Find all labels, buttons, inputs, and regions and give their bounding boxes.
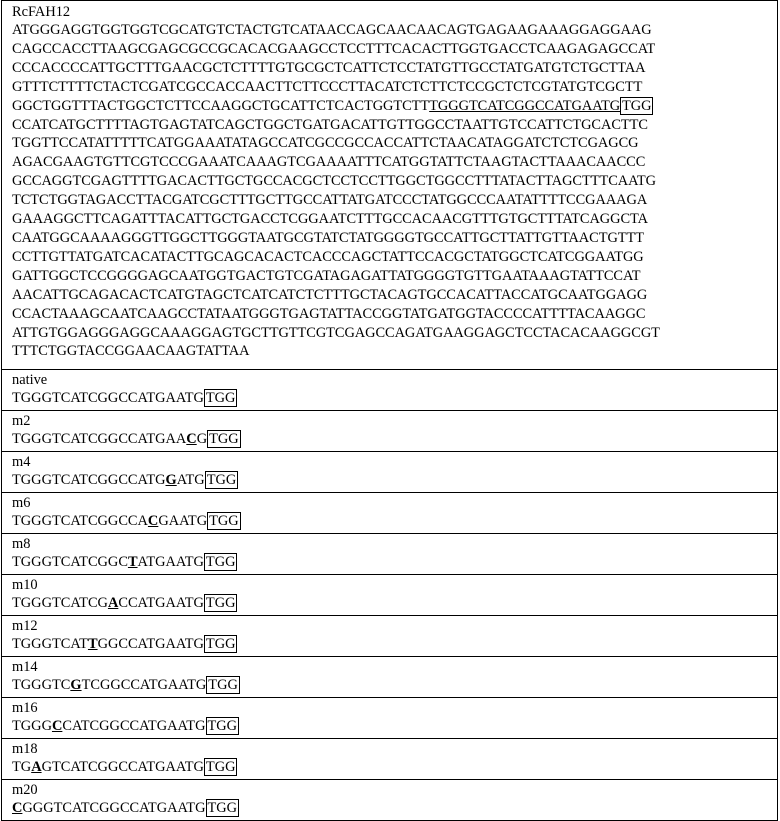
sequence-line: TGGTTCCATATTTTTCATGGAAATATAGCCATCGCCGCCACCATTCTAACATAGGATCTCTCGAGCG [12, 135, 639, 152]
mutant-row [2, 574, 777, 615]
seq-post: GTCATCGGCCATGAATG [41, 759, 204, 775]
sequence-line-with-target [12, 97, 777, 116]
pam-box: TGG [205, 554, 236, 570]
seq-pre: TG [12, 759, 32, 775]
mutant-label: m12 [12, 618, 38, 634]
seq-post: GGGTCATCGGCCATGAATG [22, 800, 206, 816]
sequence-line: CCCACCCCATTGCTTTGAACGCTCTTTTGTGCGCTCATTCTCCTATGTTGCCTATGATGTCTGCTTAA [12, 59, 646, 76]
gene-sequence-cell [2, 1, 777, 369]
mutated-base: C [186, 431, 197, 447]
seq-pre: TGGGTCATCGGCCATG [12, 472, 166, 488]
seq-pre: TGGG [12, 718, 52, 734]
seq-post: ATGAATG [137, 554, 204, 570]
pam-box: TGG [207, 718, 238, 734]
mutated-base: A [107, 595, 119, 611]
seq-post: TCGGCCATGAATG [81, 677, 207, 693]
pam-box: TGG [207, 800, 238, 816]
mutated-base: G [165, 472, 177, 488]
mutant-row [2, 533, 777, 574]
mutant-row [2, 369, 777, 410]
mutant-label: m8 [12, 536, 31, 552]
mutant-row [2, 779, 777, 820]
seq-post: CATCGGCCATGAATG [62, 718, 206, 734]
mutant-label: m20 [12, 782, 38, 798]
sequence-line: GTTTCTTTTCTACTCGATCGCCACCAACTTCTTCCCTTACATCTCTTCTCCGCTCTCGTATGTCGCTT [12, 78, 643, 95]
mutated-base: C [12, 800, 23, 816]
pam-box: TGG [205, 595, 236, 611]
sequence-line: AGACGAAGTGTTCGTCCCGAAATCAAAGTCGAAAATTTCATGGTATTCTAAGTACTTAAACAACCC [12, 154, 646, 171]
seq-pre: TGGGTC [12, 677, 71, 693]
mutant-label: native [12, 372, 48, 388]
pam-box: TGG [208, 677, 238, 693]
mutant-label: m14 [12, 659, 38, 675]
mutant-sequence [12, 430, 777, 449]
mutant-row [2, 738, 777, 779]
pam-box: TGG [206, 472, 237, 488]
mutated-base: C [147, 513, 159, 529]
pam-box: TGG [205, 636, 236, 652]
target-site: TGGGTCATCGGCCATGAATG [429, 97, 621, 114]
mutant-sequence [12, 553, 777, 572]
seq-post: G [196, 431, 208, 447]
mutant-row [2, 410, 777, 451]
sequence-segment: GGCTGGTTTACTGGCTCTTCCAAGGCTGCATTCTCACTGGTCTT [12, 97, 430, 114]
gene-name: RcFAH12 [12, 4, 71, 20]
pam-box: TGG [205, 390, 236, 406]
seq-pre: TGGGTCATCGGC [12, 554, 128, 570]
mutant-sequence [12, 635, 777, 654]
seq-pre: TGGGTCATCGGCCA [12, 513, 148, 529]
sequence-line: CCTTGTTATGATCACATACTTGCAGCACACTCACCCAGCTATTCCACGCTATGGCTCATCGGAATGG [12, 248, 644, 265]
sequence-line: GATTGGCTCCGGGGAGCAATGGTGACTGTCGATAGAGATTATGGGGTGTTGAATAAAGTATTCCAT [12, 267, 641, 284]
mutant-label: m18 [12, 741, 38, 757]
mutated-base: A [31, 759, 42, 775]
mutant-sequence [12, 799, 777, 818]
sequence-line: CCATCATGCTTTTAGTGAGTATCAGCTGGCTGATGACATTGTTGGCCTAATTGTCCATTCTGCACTTC [12, 116, 648, 133]
seq-pre: TGGGTCATCG [12, 595, 108, 611]
sequence-table [1, 0, 778, 821]
mutant-sequence [12, 389, 777, 408]
mutant-sequence [12, 676, 777, 695]
mutant-sequence [12, 471, 777, 490]
mutated-base: G [70, 677, 82, 693]
mutant-sequence [12, 758, 777, 777]
mutant-label: m16 [12, 700, 38, 716]
sequence-line: CCACTAAAGCAATCAAGCCTATAATGGGTGAGTATTACCGGTATGATGGTACCCCATTTTACAAGGC [12, 305, 646, 322]
mutant-row [2, 697, 777, 738]
sequence-line: ATTGTGGAGGGAGGCAAAGGAGTGCTTGTTCGTCGAGCCAGATGAAGGAGCTCCTACACAAGGCGT [12, 324, 660, 341]
sequence-line: ATGGGAGGTGGTGGTCGCATGTCTACTGTCATAACCAGCAACAACAGTGAGAAGAAAGGAGGAAG [12, 22, 652, 38]
mutated-base: C [51, 718, 63, 734]
mutant-sequence [12, 512, 777, 531]
seq-pre: TGGGTCATCGGCCATGAATG [12, 390, 204, 406]
mutated-base: T [87, 636, 98, 652]
mutant-label: m6 [12, 495, 31, 511]
pam-box: TGG [209, 513, 239, 529]
mutant-label: m4 [12, 454, 31, 470]
pam-box: TGG [205, 759, 236, 775]
mutant-row [2, 656, 777, 697]
seq-post: CCATGAATG [118, 595, 204, 611]
sequence-line: AACATTGCAGACACTCATGTAGCTCATCATCTCTTTGCTACAGTGCCACATTACCATGCAATGGAGG [12, 286, 648, 303]
mutant-row [2, 492, 777, 533]
sequence-line: GAAAGGCTTCAGATTTACATTGCTGACCTCGGAATCTTTGCCACAACGTTTGTGCTTTATCAGGCTA [12, 211, 648, 228]
mutant-sequence [12, 717, 777, 736]
mutant-row [2, 451, 777, 492]
seq-post: GAATG [158, 513, 208, 529]
mutant-label: m2 [12, 413, 31, 429]
seq-post: GGCCATGAATG [97, 636, 204, 652]
sequence-line: CAATGGCAAAAGGGTTGGCTTGGGTAATGCGTATCTATGGGGTGCCATTGCTTATTGTTAACTGTTT [12, 229, 645, 246]
mutant-sequence [12, 594, 777, 613]
sequence-line: GCCAGGTCGAGTTTTGACACTTGCTGCCACGCTCCTCCTTGGCTGGCCTTTATACTTAGCTTTCAATG [12, 173, 656, 190]
sequence-line: CAGCCACCTTAAGCGAGCGCCGCACACGAAGCCTCCTTTCACACTTGGTGACCTCAAGAGAGCCAT [12, 40, 656, 57]
seq-post: ATG [176, 472, 205, 488]
sequence-line: TCTCTGGTAGACCTTACGATCGCTTTGCTTGCCATTATGATCCCTATGGCCCAATATTTTCCGAAAGA [12, 192, 648, 209]
seq-pre: TGGGTCATCGGCCATGAA [12, 431, 187, 447]
seq-pre: TGGGTCAT [12, 636, 88, 652]
mutant-label: m10 [12, 577, 38, 593]
mutant-row [2, 615, 777, 656]
pam-box: TGG [209, 431, 239, 447]
pam-box: TGG [622, 97, 652, 114]
sequence-line: TTTCTGGTACCGGAACAAGTATTAA [12, 343, 250, 360]
mutated-base: T [127, 554, 138, 570]
